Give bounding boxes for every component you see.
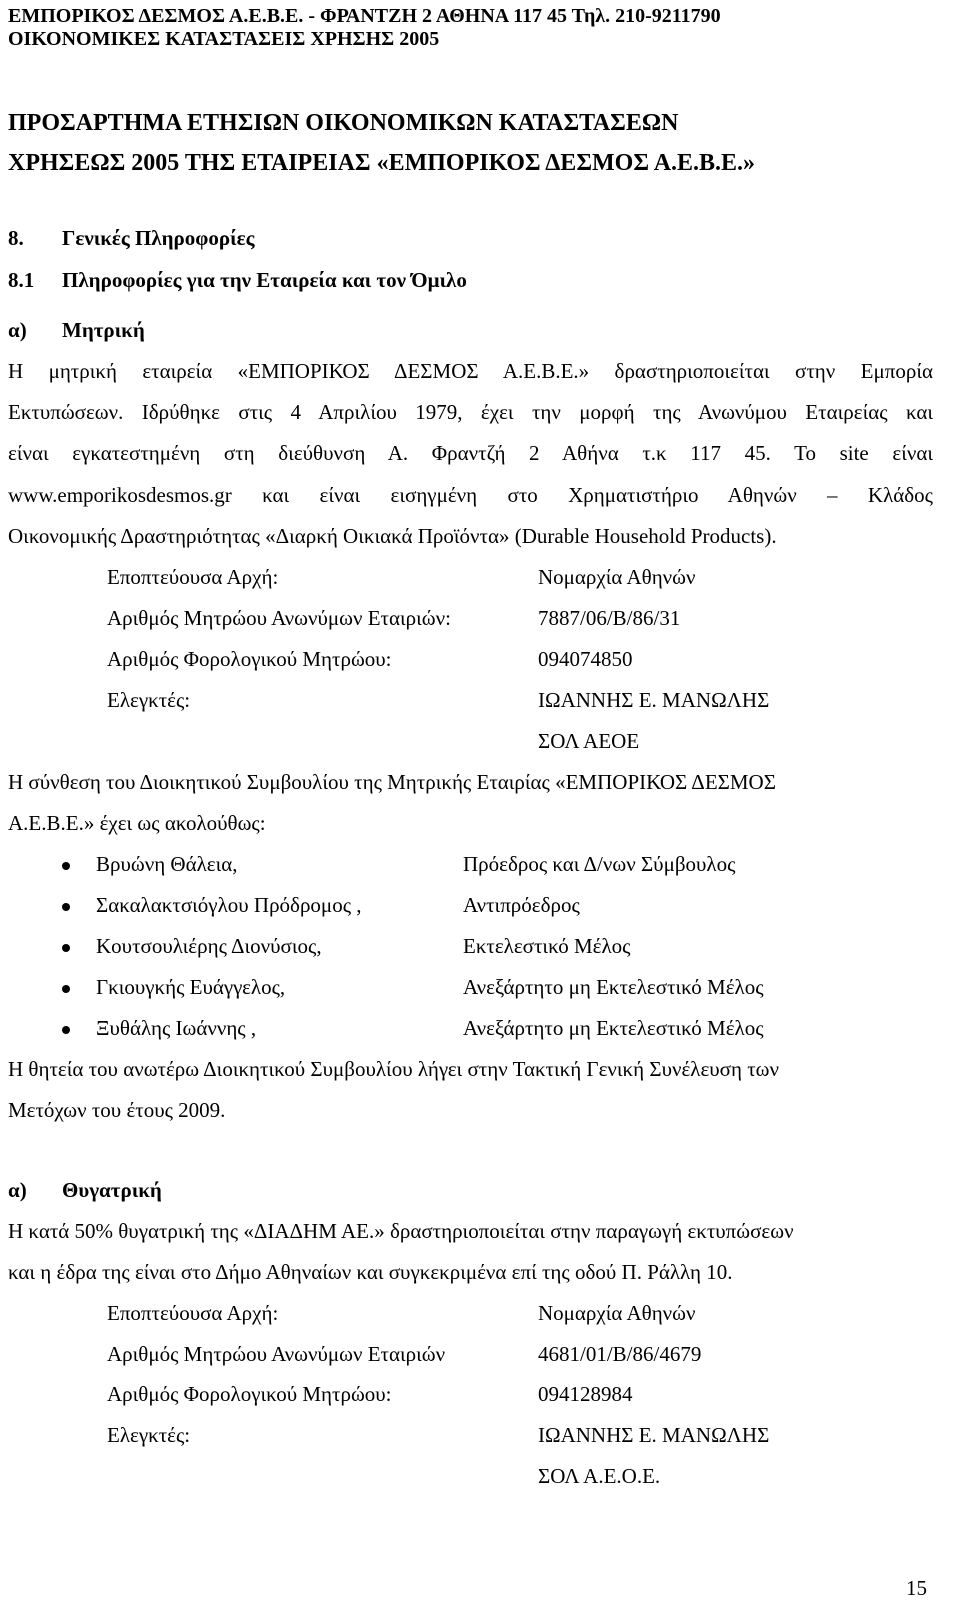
bullet-icon [62,1026,70,1034]
subsidiary-para-line-1: Η κατά 50% θυγατρική της «ΔΙΑΔΗΜ ΑΕ.» δραστηριοποιείται στην παραγωγή εκτυπώσεων [8,1219,794,1243]
parent-para-line-5: Οικονομικής Δραστηριότητας «Διαρκή Οικιακά Προϊόντα» (Durable Household Products). [8,524,777,548]
parent-heading: Μητρική [62,318,145,342]
parent-info-value: ΣΟΛ ΑΕΟΕ [538,729,640,753]
board-member-name: Σακαλακτσιόγλου Πρόδρομος , [96,893,362,917]
board-member-name: Γκιουγκής Ευάγγελος, [96,975,286,999]
subsidiary-info-value: Νομαρχία Αθηνών [538,1301,696,1325]
subsidiary-heading: Θυγατρική [62,1178,162,1202]
subsection-number: 8.1 [8,268,35,292]
section-label: Γενικές Πληροφορίες [62,226,255,250]
board-member-role: Αντιπρόεδρος [463,893,580,917]
header-line-2: ΟΙΚΟΝΟΜΙΚΕΣ ΚΑΤΑΣΤΑΣΕΙΣ ΧΡΗΣΗΣ 2005 [8,28,440,50]
page-number: 15 [906,1576,927,1600]
subsidiary-info-value: 4681/01/Β/86/4679 [538,1342,702,1366]
bullet-icon [62,903,70,911]
parent-info-value: Νομαρχία Αθηνών [538,565,696,589]
subsidiary-info-label: Ελεγκτές: [107,1423,191,1447]
parent-info-value: 094074850 [538,647,633,671]
subsidiary-marker: α) [8,1178,27,1202]
parent-info-label: Αριθμός Μητρώου Ανωνύμων Εταιριών: [107,606,451,630]
subsection-label: Πληροφορίες για την Εταιρεία και τον Όμιλο [62,268,467,292]
bullet-icon [62,862,70,870]
board-member-name: Ξυθάλης Ιωάννης , [96,1016,257,1040]
parent-info-label: Εποπτεύουσα Αρχή: [107,565,279,589]
term-line-1: Η θητεία του ανωτέρω Διοικητικού Συμβουλίου λήγει στην Τακτική Γενική Συνέλευση των [8,1057,779,1081]
bullet-icon [62,985,70,993]
parent-info-value: 7887/06/Β/86/31 [538,606,681,630]
parent-info-value: ΙΩΑΝΝΗΣ Ε. ΜΑΝΩΛΗΣ [538,688,770,712]
board-member-role: Ανεξάρτητο μη Εκτελεστικό Μέλος [463,975,764,999]
subsidiary-para-line-2: και η έδρα της είναι στο Δήμο Αθηναίων και συγκεκριμένα επί της οδού Π. Ράλλη 10. [8,1260,733,1284]
subsidiary-info-value: ΙΩΑΝΝΗΣ Ε. ΜΑΝΩΛΗΣ [538,1423,770,1447]
title-line-1: ΠΡΟΣΑΡΤΗΜΑ ΕΤΗΣΙΩΝ ΟΙΚΟΝΟΜΙΚΩΝ ΚΑΤΑΣΤΑΣΕΩΝ [8,110,679,136]
subsidiary-info-label: Αριθμός Φορολογικού Μητρώου: [107,1382,392,1406]
subsidiary-info-value: 094128984 [538,1382,633,1406]
board-member-role: Πρόεδρος και Δ/νων Σύμβουλος [463,852,736,876]
board-member-role: Ανεξάρτητο μη Εκτελεστικό Μέλος [463,1016,764,1040]
title-line-2: ΧΡΗΣΕΩΣ 2005 ΤΗΣ ΕΤΑΙΡΕΙΑΣ «ΕΜΠΟΡΙΚΟΣ ΔΕΣΜΟΣ Α.Ε.Β.Ε.» [8,150,756,176]
subsidiary-info-label: Αριθμός Μητρώου Ανωνύμων Εταιριών [107,1342,446,1366]
board-member-name: Βρυώνη Θάλεια, [96,852,238,876]
header-line-1: ΕΜΠΟΡΙΚΟΣ ΔΕΣΜΟΣ Α.Ε.Β.Ε. - ΦΡΑΝΤΖΗ 2 ΑΘΗΝΑ 117 45 Τηλ. 210-9211790 [8,5,721,27]
parent-para-line-2: Εκτυπώσεων. Ιδρύθηκε στις 4 Απριλίου 1979, έχει την μορφή της Ανωνύμου Εταιρείας και [8,400,933,424]
term-line-2: Μετόχων του έτους 2009. [8,1098,226,1122]
parent-info-label: Αριθμός Φορολογικού Μητρώου: [107,647,392,671]
parent-para-line-3: είναι εγκατεστημένη στη διεύθυνση Α. Φραντζή 2 Αθήνα τ.κ 117 45. Το site είναι [8,441,933,465]
parent-info-label: Ελεγκτές: [107,688,191,712]
board-intro-line-2: Α.Ε.Β.Ε.» έχει ως ακολούθως: [8,811,266,835]
parent-para-line-4: www.emporikosdesmos.gr και είναι εισηγμένη στο Χρηματιστήριο Αθηνών – Κλάδος [8,483,933,507]
section-number: 8. [8,226,24,250]
board-member-role: Εκτελεστικό Μέλος [463,934,631,958]
subsidiary-info-label: Εποπτεύουσα Αρχή: [107,1301,279,1325]
board-intro-line-1: Η σύνθεση του Διοικητικού Συμβουλίου της Μητρικής Εταιρίας «ΕΜΠΟΡΙΚΟΣ ΔΕΣΜΟΣ [8,770,776,794]
parent-para-line-1: Η μητρική εταιρεία «ΕΜΠΟΡΙΚΟΣ ΔΕΣΜΟΣ Α.Ε.Β.Ε.» δραστηριοποιείται στην Εμπορία [8,359,933,383]
subsidiary-info-value: ΣΟΛ Α.Ε.Ο.Ε. [538,1464,661,1488]
parent-marker: α) [8,318,27,342]
bullet-icon [62,944,70,952]
board-member-name: Κουτσουλιέρης Διονύσιος, [96,934,322,958]
